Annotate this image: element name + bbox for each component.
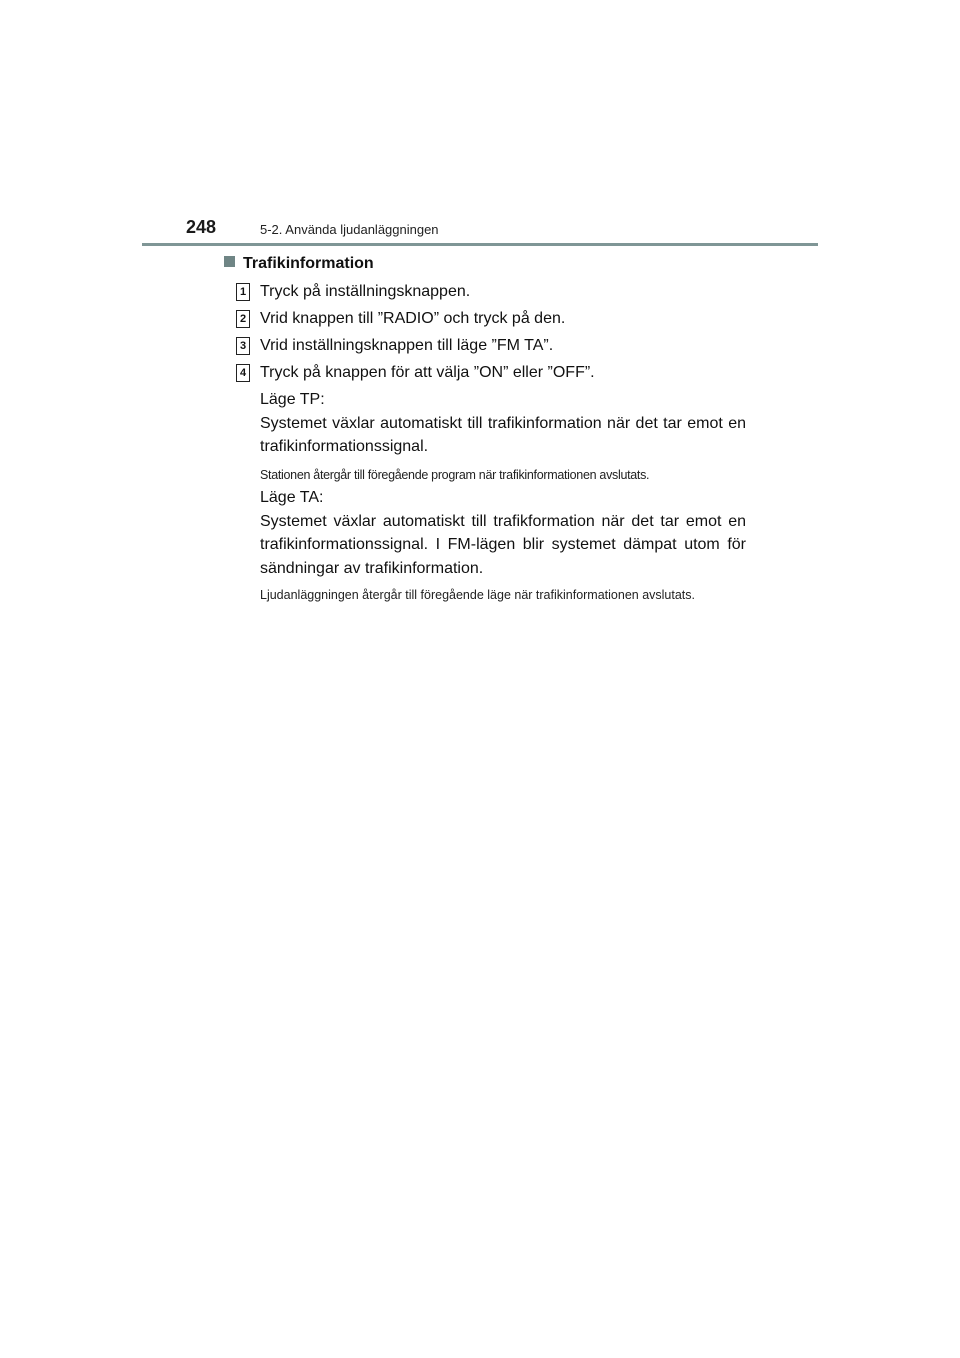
section-title: Trafikinformation — [243, 255, 374, 272]
step-number-badge: 3 — [236, 337, 250, 355]
step-text: Vrid knappen till ”RADIO” och tryck på den. — [260, 310, 566, 327]
tp-mode-block — [260, 388, 746, 486]
ta-mode-label: Läge TA: — [260, 489, 324, 506]
step-text: Tryck på inställningsknappen. — [260, 283, 471, 300]
page-number: 248 — [186, 217, 217, 237]
step-number-badge: 4 — [236, 364, 250, 382]
step-text: Tryck på knappen för att välja ”ON” eller ”OFF”. — [260, 364, 595, 381]
ta-mode-description: Systemet växlar automatiskt till trafikformation när det tar emot en trafikinformationssignal. I FM-lägen blir systemet dämpat utom för sändningar av trafikinformation. — [260, 512, 746, 577]
tp-mode-description: Systemet växlar automatiskt till trafikinformation när det tar emot en trafikinformationssignal. — [260, 414, 746, 455]
tp-mode-label: Läge TP: — [260, 391, 325, 408]
step-number-badge: 1 — [236, 283, 250, 301]
square-bullet-icon — [224, 256, 235, 267]
section-heading — [224, 254, 374, 274]
chapter-title: 5-2. Använda ljudanläggningen — [260, 222, 439, 237]
header-rule — [142, 243, 818, 246]
ta-mode-note: Ljudanläggningen återgår till föregående läge när trafikinformationen avslutats. — [260, 588, 696, 602]
step-number-badge: 2 — [236, 310, 250, 328]
ta-mode-block — [260, 486, 746, 606]
step-text: Vrid inställningsknappen till läge ”FM TA”. — [260, 337, 554, 354]
tp-mode-note: Stationen återgår till föregående program när trafikinformationen avslutats. — [260, 467, 650, 482]
